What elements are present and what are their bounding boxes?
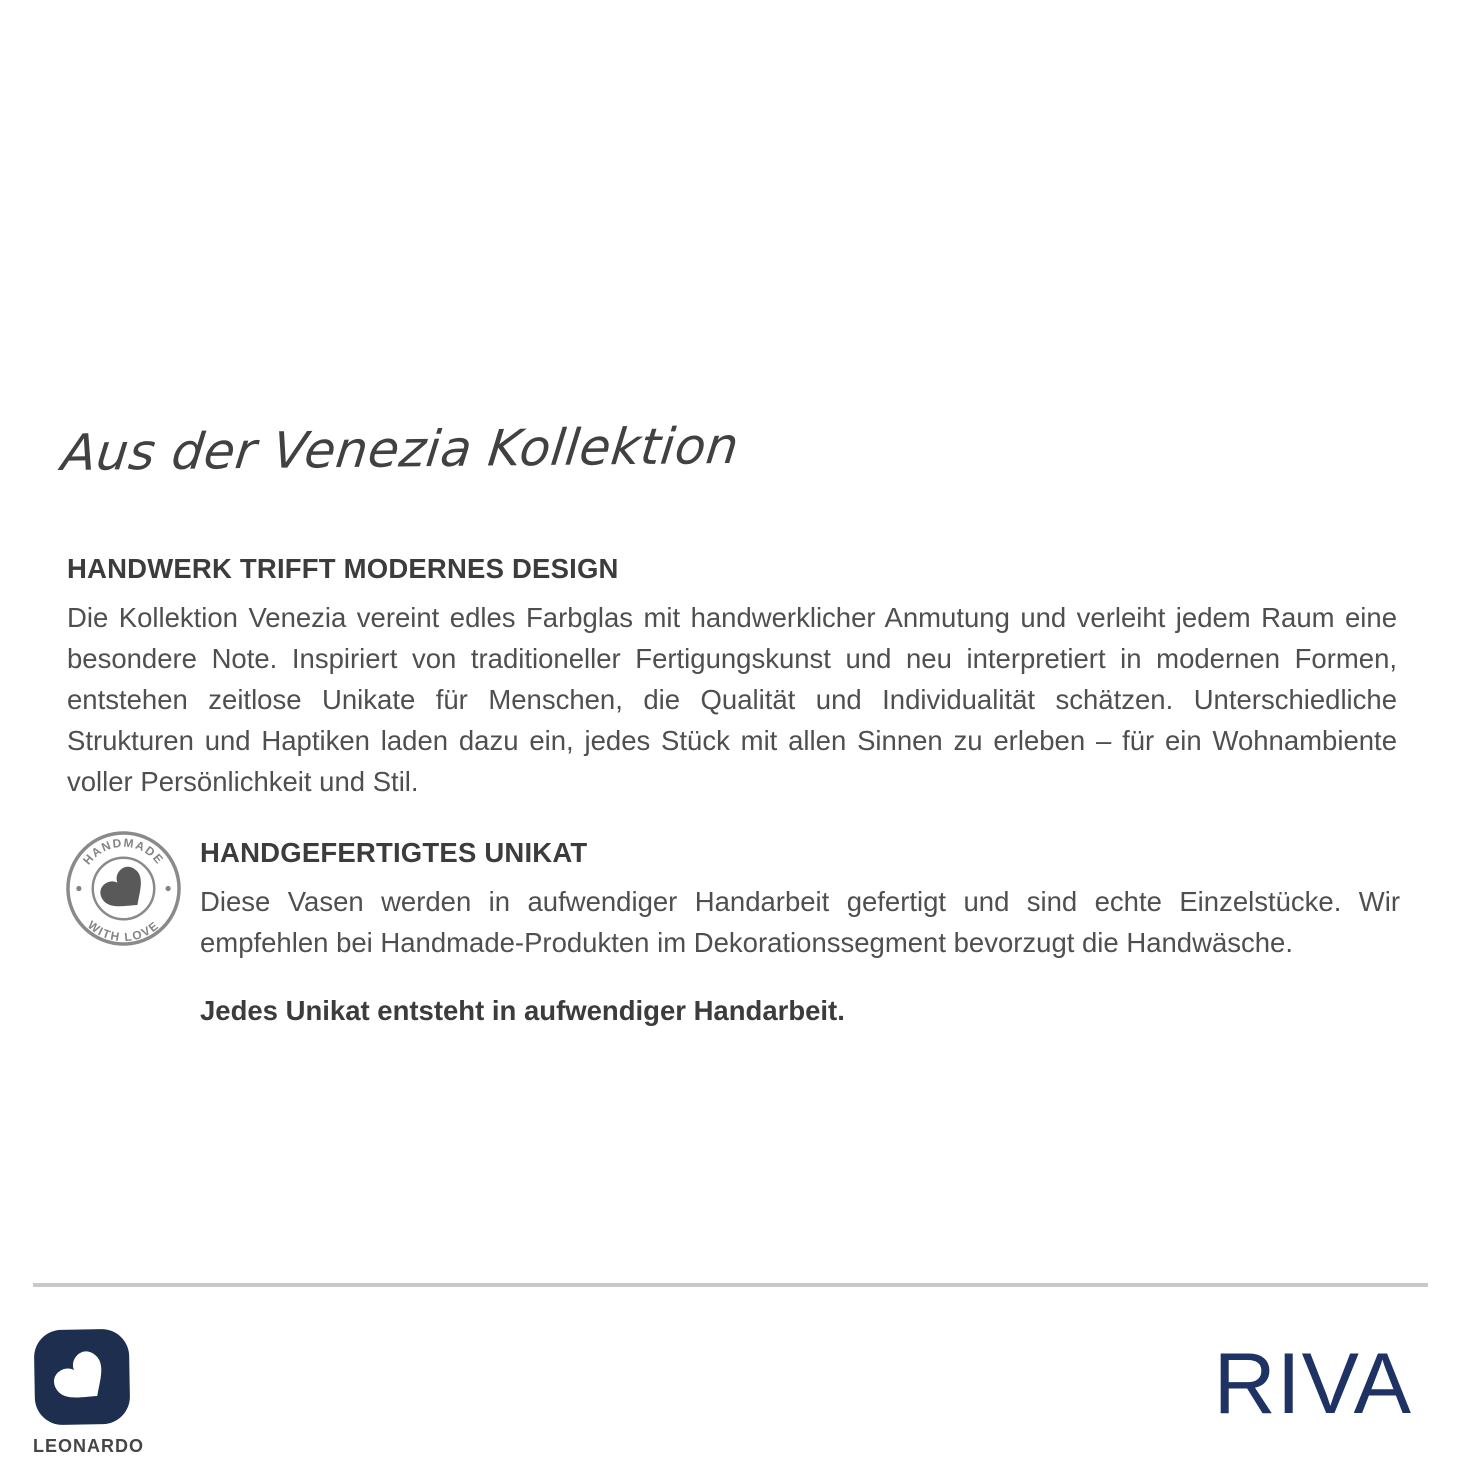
leonardo-logo-icon <box>33 1328 131 1426</box>
craft-section-body: Die Kollektion Venezia vereint edles Farbglas mit handwerklicher Anmutung und verleiht jedem Raum eine besondere Note. Inspiriert von traditioneller Fertigungskunst und neu interpretiert in modernen Formen, entstehen zeitlose Unikate für Menschen, die Qualität und Individualität schätzen. Unterschiedliche Strukturen und Haptiken laden dazu ein, jedes Stück mit allen Sinnen zu erleben – für ein Wohnambiente voller Persönlichkeit und Stil. <box>67 602 1397 797</box>
handmade-section <box>200 836 1400 963</box>
craft-section <box>67 552 1397 802</box>
unique-piece-note: Jedes Unikat entsteht in aufwendiger Handarbeit. <box>200 995 845 1026</box>
craft-section-heading: HANDWERK TRIFFT MODERNES DESIGN <box>67 553 619 584</box>
series-name: RIVA <box>1213 1336 1412 1432</box>
badge-right-dot <box>166 886 171 891</box>
collection-heading: Aus der Venezia Kollektion <box>58 416 742 482</box>
handmade-section-body: Diese Vasen werden in aufwendiger Handarbeit gefertigt und sind echte Einzelstücke. Wir empfehlen bei Handmade-Produkten im Dekorationssegment bevorzugt die Handwäsche. <box>200 886 1400 958</box>
badge-left-dot <box>76 886 81 891</box>
leonardo-wordmark: LEONARDO <box>33 1436 144 1456</box>
badge-top-text: HANDMADE <box>80 835 167 868</box>
badge-bottom-text: WITH LOVE <box>85 917 162 945</box>
handmade-badge <box>64 829 183 948</box>
handmade-section-heading: HANDGEFERTIGTES UNIKAT <box>200 837 588 868</box>
brand-logo <box>33 1328 144 1457</box>
divider <box>33 1283 1428 1287</box>
